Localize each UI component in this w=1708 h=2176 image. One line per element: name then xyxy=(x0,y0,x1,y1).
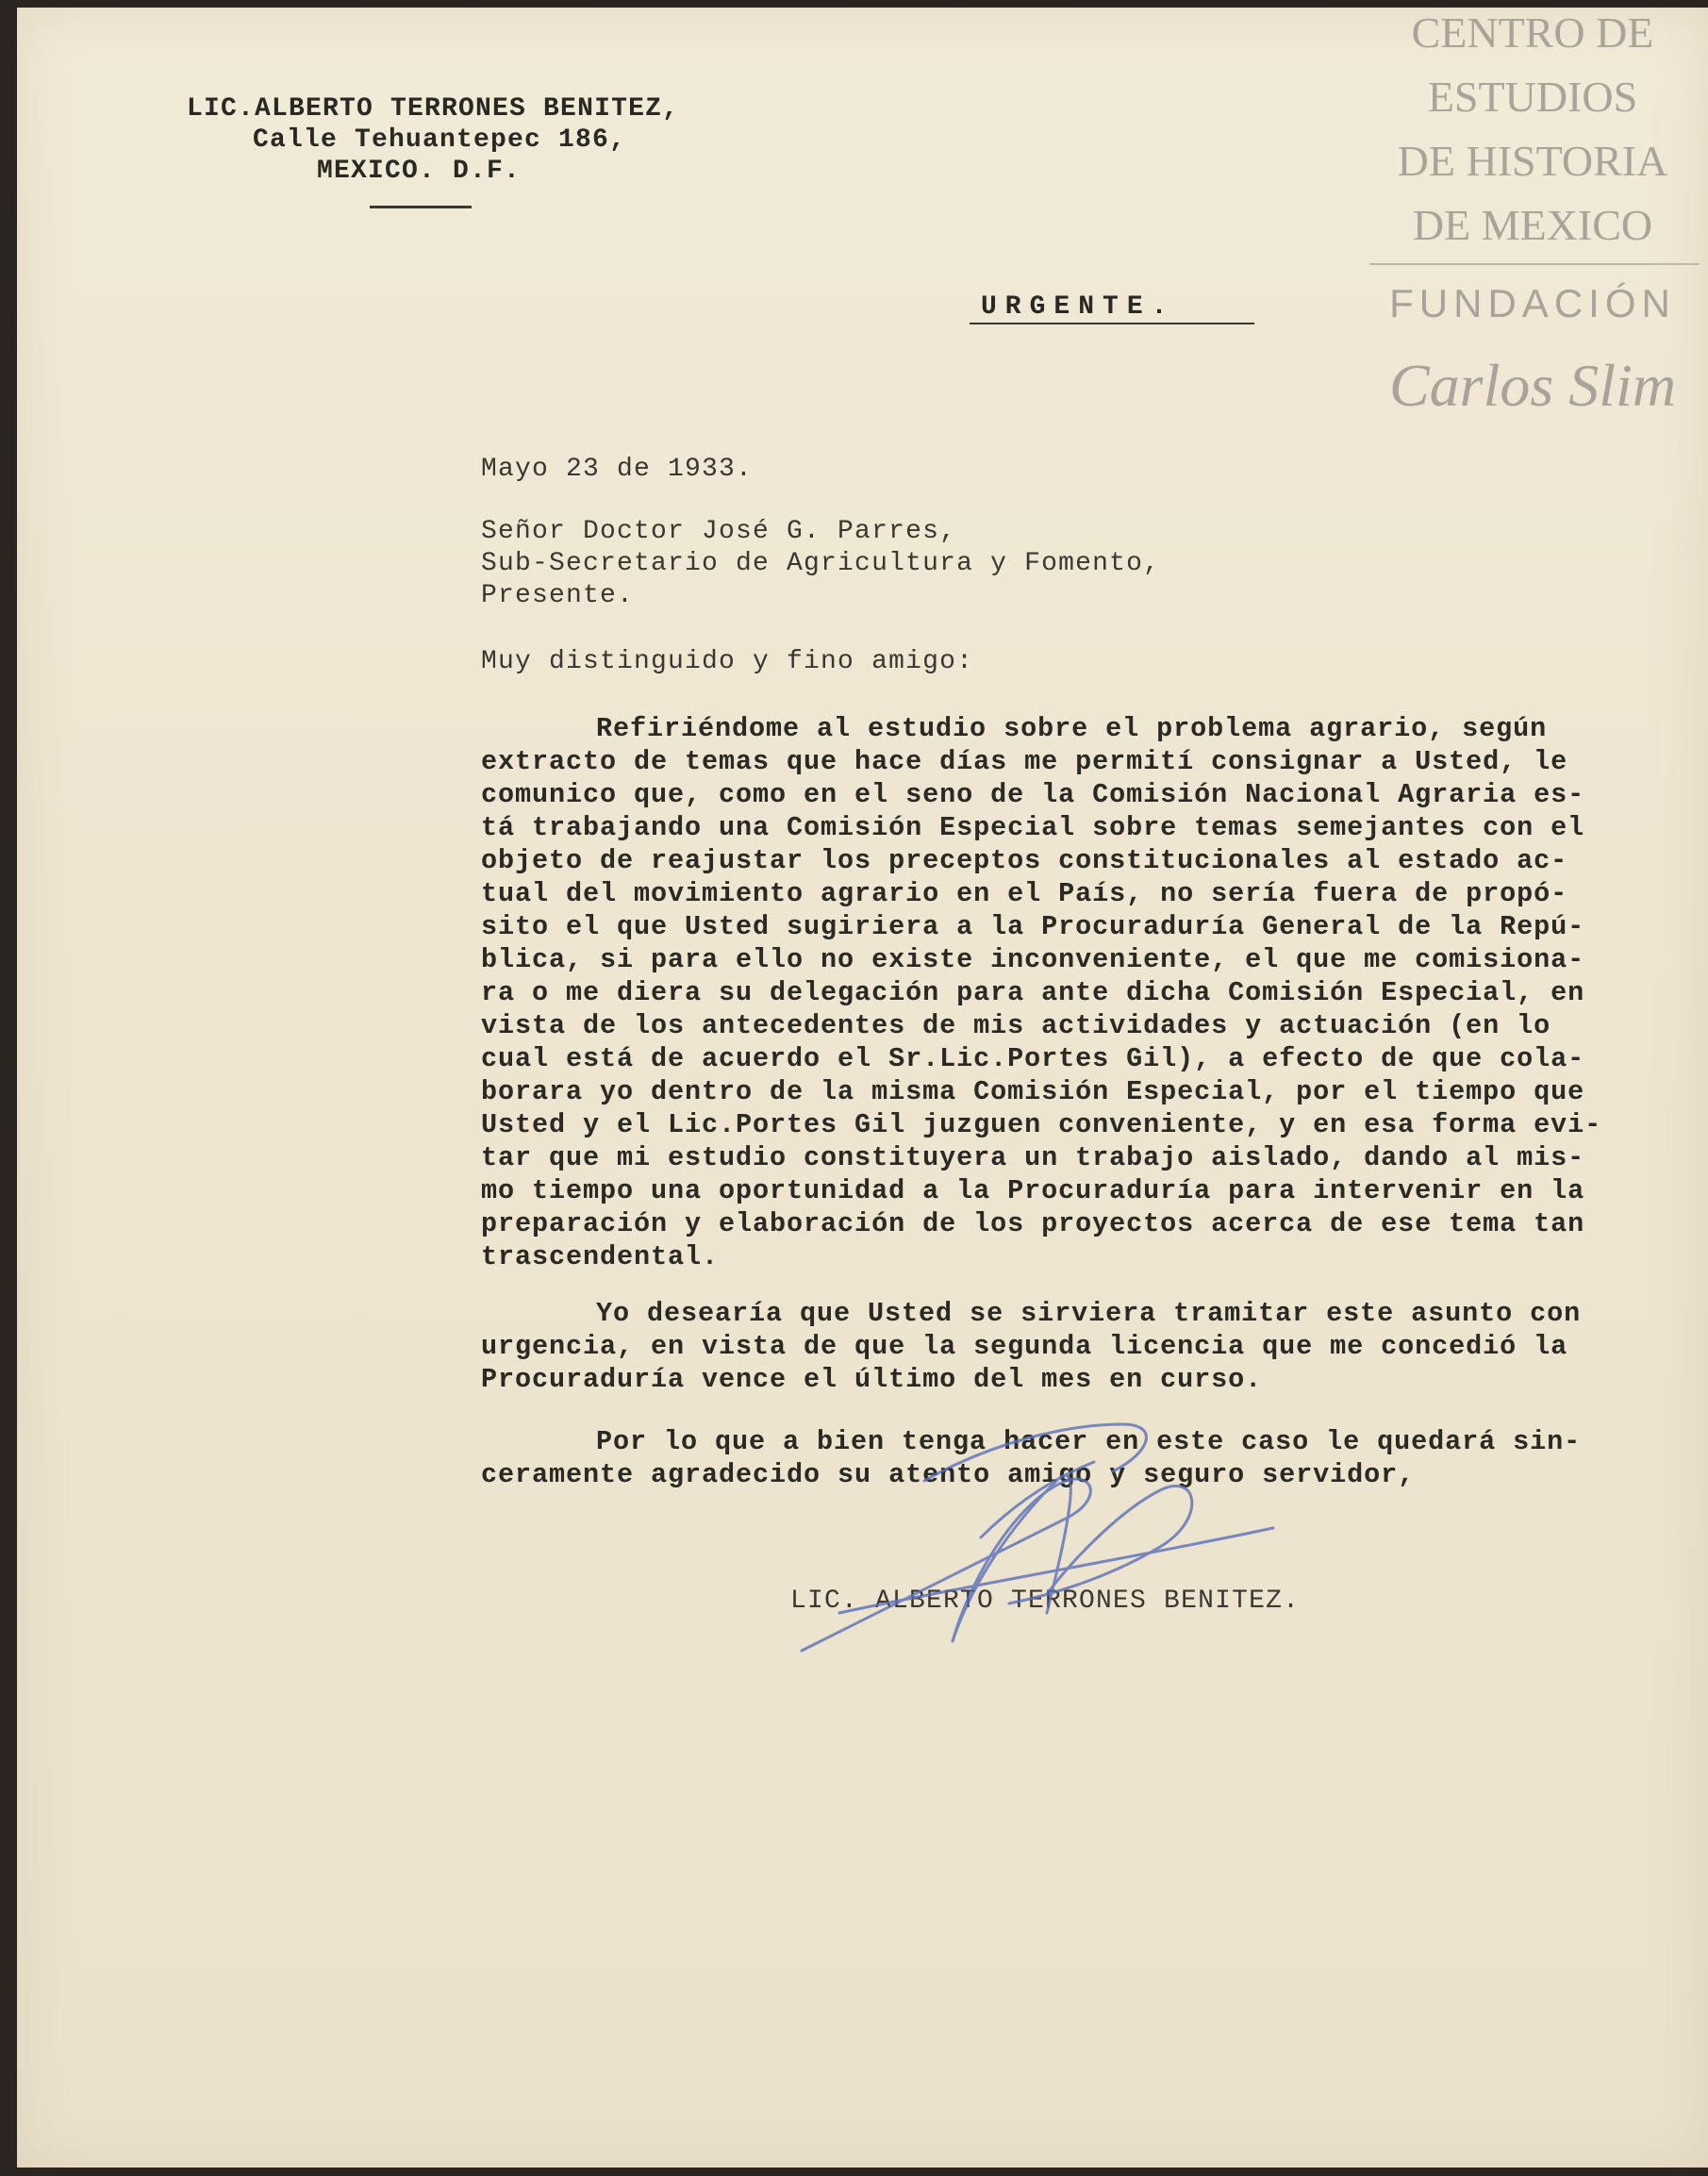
recipient-line-1: Señor Doctor José G. Parres, xyxy=(481,517,957,546)
paragraph-2-line: Procuraduría vence el último del mes en curso. xyxy=(481,1364,1263,1395)
paragraph-1-line: tar que mi estudio constituyera un trabajo aislado, dando al mis- xyxy=(481,1142,1585,1173)
recipient-line-3: Presente. xyxy=(481,581,635,610)
paragraph-1-line: comunico que, como en el seno de la Comisión Nacional Agraria es- xyxy=(481,779,1585,810)
paragraph-1-line: preparación y elaboración de los proyectos acerca de ese tema tan xyxy=(481,1208,1585,1239)
urgent-underline xyxy=(970,323,1254,324)
watermark-line-2: ESTUDIOS xyxy=(1427,73,1638,121)
paragraph-1-line: mo tiempo una oportunidad a la Procuraduría para intervenir en la xyxy=(481,1175,1585,1206)
paragraph-1-line: vista de los antecedentes de mis actividades y actuación (en lo xyxy=(481,1010,1551,1041)
paragraph-1-line: sito el que Usted sugiriera a la Procuraduría General de la Repú- xyxy=(481,911,1585,942)
paragraph-1-line: ra o me diera su delegación para ante dicha Comisión Especial, en xyxy=(481,977,1585,1008)
paragraph-1-line: extracto de temas que hace días me permití consignar a Usted, le xyxy=(481,746,1568,777)
paragraph-1-line: Refiriéndome al estudio sobre el problema agrario, según xyxy=(596,713,1548,744)
recipient-line-2: Sub-Secretario de Agricultura y Fomento, xyxy=(481,549,1161,578)
watermark-line-1: CENTRO DE xyxy=(1411,8,1654,57)
paragraph-1-line: Usted y el Lic.Portes Gil juzguen conveniente, y en esa forma evi- xyxy=(481,1109,1602,1140)
paragraph-2-line: Yo desearía que Usted se sirviera tramitar este asunto con xyxy=(596,1298,1582,1329)
watermark-line-3: DE HISTORIA xyxy=(1397,137,1668,185)
letterhead-underline xyxy=(370,206,472,208)
paragraph-2-line: urgencia, en vista de que la segunda licencia que me concedió la xyxy=(481,1331,1568,1362)
watermark-line-5: FUNDACIÓN xyxy=(1389,281,1676,325)
letterhead-city: MEXICO. D.F. xyxy=(317,157,522,186)
paragraph-3-line: Por lo que a bien tenga hacer en este caso le quedará sin- xyxy=(596,1426,1582,1457)
salutation: Muy distinguido y fino amigo: xyxy=(481,647,974,676)
paragraph-1-line: borara yo dentro de la misma Comisión Especial, por el tiempo que xyxy=(481,1076,1585,1107)
paragraph-1-line: objeto de reajustar los preceptos constitucionales al estado ac- xyxy=(481,845,1568,876)
watermark-line-4: DE MEXICO xyxy=(1412,201,1653,249)
watermark-divider xyxy=(1369,263,1700,265)
paragraph-1-line: tual del movimiento agrario en el País, no sería fuera de propó- xyxy=(481,878,1568,909)
paragraph-1-line: trascendental. xyxy=(481,1241,720,1272)
paragraph-3-line: ceramente agradecido su atento amigo y seguro servidor, xyxy=(481,1459,1416,1490)
urgent-heading: URGENTE. xyxy=(981,292,1176,322)
letter-date: Mayo 23 de 1933. xyxy=(481,455,754,484)
signature-name: LIC. ALBERTO TERRONES BENITEZ. xyxy=(790,1586,1301,1616)
paragraph-1-line: blica, si para ello no existe inconveniente, el que me comisiona- xyxy=(481,944,1585,975)
handwritten-signature xyxy=(783,1368,1311,1669)
letterhead-street: Calle Tehuantepec 186, xyxy=(253,125,627,155)
paragraph-1-line: tá trabajando una Comisión Especial sobre temas semejantes con el xyxy=(481,812,1585,843)
letterhead-name: LIC.ALBERTO TERRONES BENITEZ, xyxy=(187,94,680,124)
paragraph-1-line: cual está de acuerdo el Sr.Lic.Portes Gil), a efecto de que cola- xyxy=(481,1043,1585,1074)
watermark-line-6: Carlos Slim xyxy=(1388,352,1677,419)
